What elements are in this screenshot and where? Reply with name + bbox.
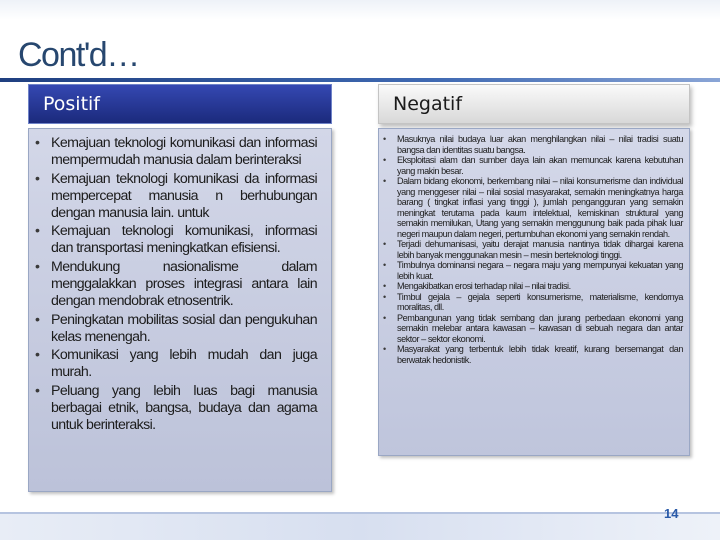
negatif-list xyxy=(383,134,683,365)
footer-band xyxy=(0,512,720,540)
bullet-icon: • xyxy=(35,382,40,399)
top-band xyxy=(0,0,720,20)
positif-header xyxy=(28,84,332,124)
list-item xyxy=(383,281,683,292)
list-item xyxy=(35,135,317,169)
bullet-icon: • xyxy=(383,312,386,323)
list-item-text: Mendukung nasionalisme dalam menggalakkan proses integrasi antara lain dengan mendobrak etnosentrik. xyxy=(51,258,317,310)
bullet-icon: • xyxy=(35,311,40,328)
bullet-icon: • xyxy=(35,135,40,151)
bullet-icon: • xyxy=(35,223,40,240)
list-item-text: Kemajuan teknologi komunikasi dan informasi mempermudah manusia dalam berinteraksi xyxy=(51,135,317,169)
list-item xyxy=(35,312,317,346)
list-item-text: Pembangunan yang tidak sembang dan jurang perbedaan ekonomi yang semakin melebar antara kawasan – kawasan di sebuah negara dan antar sektor – sektor ekonomi. xyxy=(397,312,683,344)
title-rule xyxy=(0,78,720,82)
list-item-text: Komunikasi yang lebih mudah dan juga murah. xyxy=(51,347,317,381)
bullet-icon: • xyxy=(383,239,386,249)
list-item xyxy=(383,260,683,281)
bullet-icon: • xyxy=(383,291,386,302)
list-item xyxy=(35,259,317,310)
negatif-header xyxy=(378,84,690,124)
list-item xyxy=(383,155,683,176)
list-item xyxy=(383,134,683,155)
list-item-text: Mengakibatkan erosi terhadap nilai – nilai tradisi. xyxy=(397,281,571,291)
page-number: 14 xyxy=(664,506,679,521)
bullet-icon: • xyxy=(383,155,386,165)
list-item-text: Kemajuan teknologi komunikasi, informasi dan transportasi meningkatkan efisiensi. xyxy=(51,223,317,257)
list-item xyxy=(383,176,683,239)
bullet-icon: • xyxy=(383,260,386,270)
positif-header-label: Positif xyxy=(43,93,100,115)
positif-list xyxy=(35,135,317,434)
list-item-text: Peningkatan mobilitas sosial dan pengukuhan kelas menengah. xyxy=(51,311,317,345)
bullet-icon: • xyxy=(35,347,40,364)
slide-title: Cont'd… xyxy=(18,36,139,74)
bullet-icon: • xyxy=(383,281,386,291)
list-item-text: Terjadi dehumanisasi, yaitu derajat manusia nantinya tidak dihargai karena lebih banyak menggunakan mesin – mesin berteknologi tinggi. xyxy=(397,239,683,260)
list-item-text: Peluang yang lebih luas bagi manusia berbagai etnik, bangsa, budaya dan agama untuk berinteraksi. xyxy=(51,382,317,433)
list-item xyxy=(35,171,317,222)
list-item-text: Eksploitasi alam dan sumber daya lain akan memuncak karena kebutuhan yang makin besar. xyxy=(397,155,683,176)
negatif-header-label: Negatif xyxy=(393,93,463,115)
list-item xyxy=(35,347,317,381)
positif-list-box xyxy=(28,128,332,492)
list-item xyxy=(383,313,683,345)
bullet-icon: • xyxy=(35,258,40,275)
bullet-icon: • xyxy=(383,134,386,144)
list-item xyxy=(383,239,683,260)
list-item xyxy=(383,292,683,313)
list-item xyxy=(35,223,317,257)
bullet-icon: • xyxy=(383,344,386,354)
list-item xyxy=(35,383,317,434)
bullet-icon: • xyxy=(35,170,40,187)
footer-rule xyxy=(0,512,720,514)
list-item-text: Timbul gejala – gejala seperti konsumerisme, materialisme, kendornya moralitas, dll. xyxy=(397,291,683,312)
list-item-text: Timbulnya dominansi negara – negara maju yang mempunyai kekuatan yang lebih kuat. xyxy=(397,260,683,281)
list-item xyxy=(383,344,683,365)
list-item-text: Masuknya nilai budaya luar akan menghilangkan nilai – nilai tradisi suatu bangsa dan identitas suatu bangsa. xyxy=(397,134,683,155)
list-item-text: Kemajuan teknologi komunikasi da informasi mempercepat manusia n berhubungan dengan manusia lain. untuk xyxy=(51,170,317,221)
list-item-text: Dalam bidang ekonomi, berkembang nilai – nilai konsumerisme dan individual yang menggeser nilai – nilai sosial masyarakat, semakin meningkatnya harga barang ( tingkat inflasi yang tinggi ), jumlah pengangguran yang semakin meningkat terutama pada kaum intelektual, kemiskinan struktural yang semakin memilukan, Utang yang semakin menggunung baik pada pihak luar negeri maupun dalam negeri, pertumbuhan ekonomi yang semakin rendah. xyxy=(397,176,683,239)
negatif-list-box xyxy=(378,128,690,456)
bullet-icon: • xyxy=(383,176,386,186)
list-item-text: Masyarakat yang terbentuk lebih tidak kreatif, kurang bersemangat dan berwatak hedonistik. xyxy=(397,344,683,365)
